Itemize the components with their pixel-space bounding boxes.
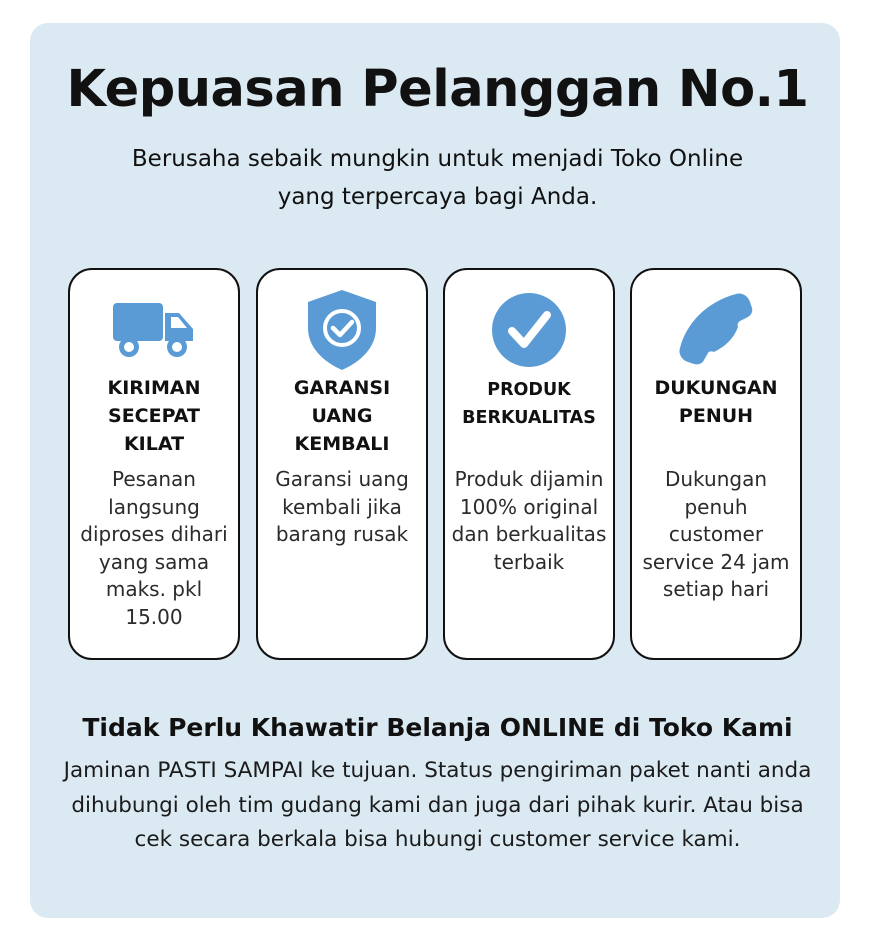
shield-check-icon bbox=[258, 290, 426, 370]
feature-title: DUKUNGAN PENUH bbox=[654, 377, 778, 427]
feature-description: Dukungan penuh customer service 24 jam setiap hari bbox=[642, 467, 790, 601]
feature-description: Pesanan langsung diproses dihari yang sama maks. pkl 15.00 bbox=[80, 467, 228, 629]
feature-description: Garansi uang kembali jika barang rusak bbox=[275, 467, 409, 546]
feature-description: Produk dijamin 100% original dan berkualitas terbaik bbox=[451, 467, 607, 574]
page-subtitle: Berusaha sebaik mungkin untuk menjadi Toko Online yang terpercaya bagi Anda. bbox=[131, 146, 744, 210]
feature-title: KIRIMAN SECEPAT KILAT bbox=[107, 377, 201, 455]
phone-icon bbox=[632, 290, 800, 370]
feature-cards bbox=[0, 268, 875, 664]
badge-check-icon bbox=[445, 290, 613, 370]
feature-card-quality bbox=[443, 268, 615, 660]
feature-title: GARANSI UANG KEMBALI bbox=[293, 377, 391, 455]
feature-card-fast-shipping bbox=[68, 268, 240, 660]
footer-title: Tidak Perlu Khawatir Belanja ONLINE di Toko Kami bbox=[82, 713, 793, 742]
page-title: Kepuasan Pelanggan No.1 bbox=[66, 60, 809, 119]
footer-text: Jaminan PASTI SAMPAI ke tujuan. Status pengiriman paket nanti anda dihubungi oleh tim gudang kami dan juga dari pihak kurir. Atau bisa cek secara berkala bisa hubungi customer service kami. bbox=[63, 758, 812, 852]
feature-title: PRODUK BERKUALITAS bbox=[462, 380, 596, 428]
feature-card-money-back bbox=[256, 268, 428, 660]
delivery-truck-icon bbox=[70, 290, 238, 370]
feature-card-support bbox=[630, 268, 802, 660]
